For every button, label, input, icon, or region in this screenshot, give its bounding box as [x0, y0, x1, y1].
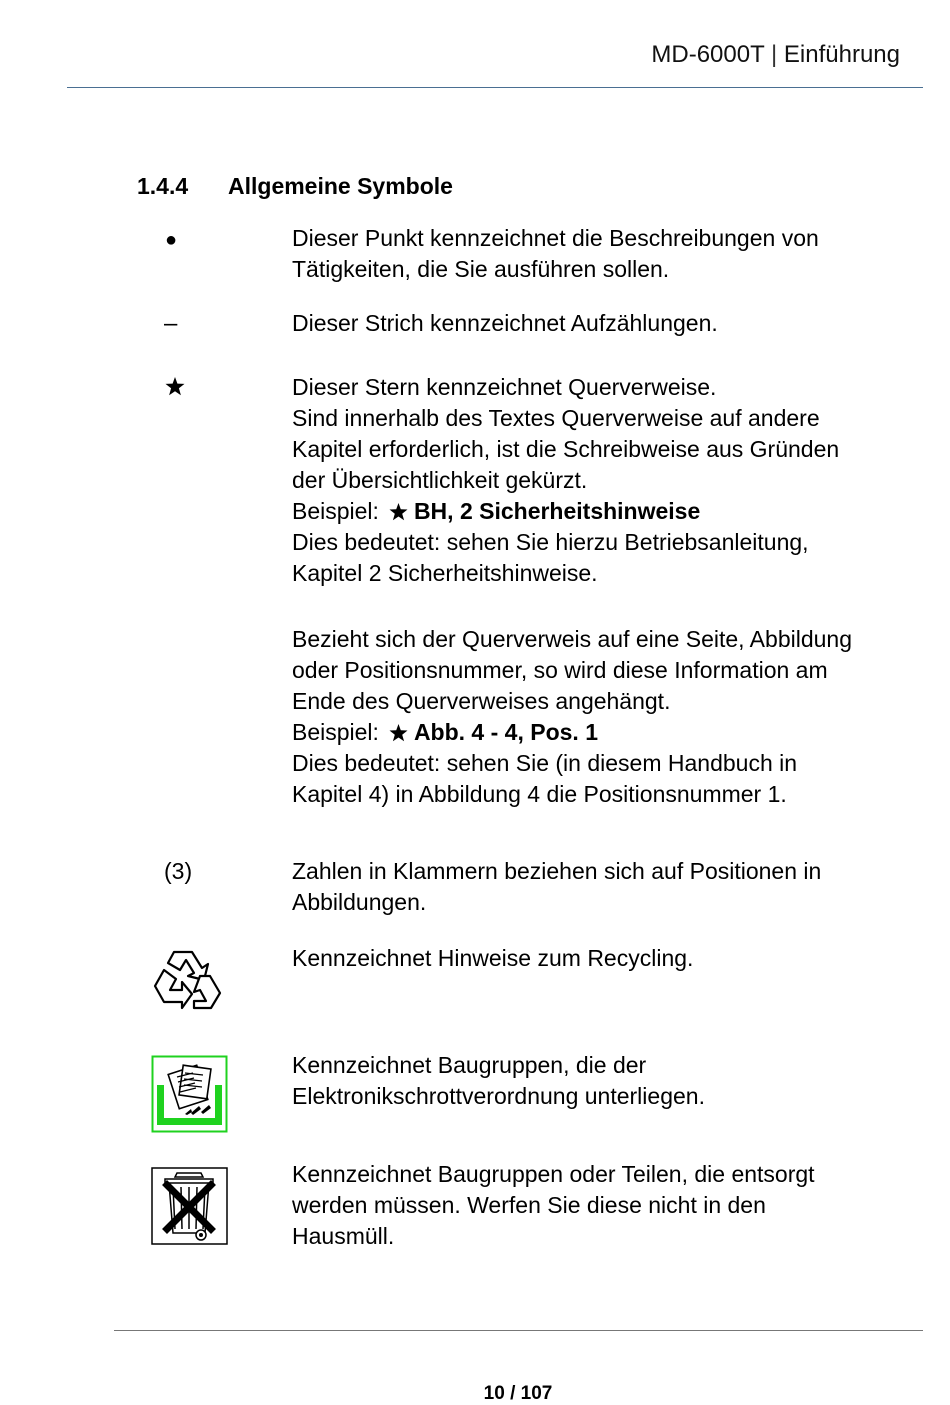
recycling-icon [146, 946, 228, 1022]
text-line: Dieser Punkt kennzeichnet die Beschreibungen von [292, 225, 819, 251]
text-line: Kennzeichnet Baugruppen oder Teilen, die entsorgt [292, 1161, 815, 1187]
text-line: Tätigkeiten, die Sie ausführen sollen. [292, 256, 670, 282]
page-separator: / [510, 1383, 516, 1404]
footer-rule [114, 1330, 923, 1331]
dash-symbol: – [164, 310, 178, 337]
recycling-description [292, 943, 932, 974]
crossed-bin-icon [151, 1167, 228, 1245]
disposal-description [292, 1159, 932, 1252]
text-line: Dies bedeutet: sehen Sie hierzu Betriebsanleitung, [292, 529, 809, 555]
example-line [292, 717, 932, 748]
star-icon [389, 724, 408, 742]
star-icon [165, 377, 185, 396]
text-line: Kapitel 4) in Abbildung 4 die Positionsnummer 1. [292, 781, 787, 807]
text-line: Kapitel 2 Sicherheitshinweise. [292, 560, 598, 586]
text-line: Dies bedeutet: sehen Sie (in diesem Handbuch in [292, 750, 798, 776]
bullet-description [292, 223, 932, 285]
section-number: 1.4.4 [137, 173, 189, 199]
text-line: Dieser Strich kennzeichnet Aufzählungen. [292, 310, 718, 336]
text-line: Kennzeichnet Hinweise zum Recycling. [292, 945, 694, 971]
text-line: Kapitel erforderlich, ist die Schreibweise aus Gründen [292, 436, 840, 462]
example-label: Beispiel: [292, 719, 379, 745]
header-rule [67, 87, 923, 88]
current-page: 10 [483, 1383, 505, 1404]
cross-reference: Abb. 4 - 4, Pos. 1 [413, 719, 598, 745]
text-line: Dieser Stern kennzeichnet Querverweise. [292, 374, 717, 400]
position-number-symbol: (3) [164, 858, 193, 884]
cross-reference: BH, 2 Sicherheitshinweise [413, 498, 701, 524]
running-header [651, 41, 900, 69]
text-line: werden müssen. Werfen Sie diese nicht in den [292, 1192, 766, 1218]
star-icon [389, 503, 408, 521]
text-line: Elektronikschrottverordnung unterliegen. [292, 1083, 705, 1109]
text-line: Kennzeichnet Baugruppen, die der [292, 1052, 647, 1078]
example-label: Beispiel: [292, 498, 379, 524]
text-line: Abbildungen. [292, 889, 427, 915]
text-line: Ende des Querverweises angehängt. [292, 688, 671, 714]
text-line: der Übersichtlichkeit gekürzt. [292, 467, 588, 493]
bullet-symbol: ● [165, 229, 178, 251]
text-line: Hausmüll. [292, 1223, 395, 1249]
header-chapter: Einführung [783, 41, 900, 68]
text-line: oder Positionsnummer, so wird diese Information am [292, 657, 828, 683]
section-title: Allgemeine Symbole [228, 173, 453, 199]
star-description-continued [292, 624, 932, 810]
dash-description [292, 308, 932, 339]
electronic-scrap-description [292, 1050, 932, 1112]
position-number-description [292, 856, 932, 918]
header-product: MD-6000T [651, 41, 765, 68]
star-description [292, 372, 932, 589]
electronic-scrap-icon [151, 1055, 228, 1133]
page-number [0, 1383, 950, 1405]
header-separator: | [771, 41, 778, 68]
text-line: Sind innerhalb des Textes Querverweise auf andere [292, 405, 820, 431]
total-pages: 107 [520, 1383, 553, 1404]
text-line: Bezieht sich der Querverweis auf eine Seite, Abbildung [292, 626, 852, 652]
text-line: Zahlen in Klammern beziehen sich auf Positionen in [292, 858, 822, 884]
example-line [292, 496, 932, 527]
